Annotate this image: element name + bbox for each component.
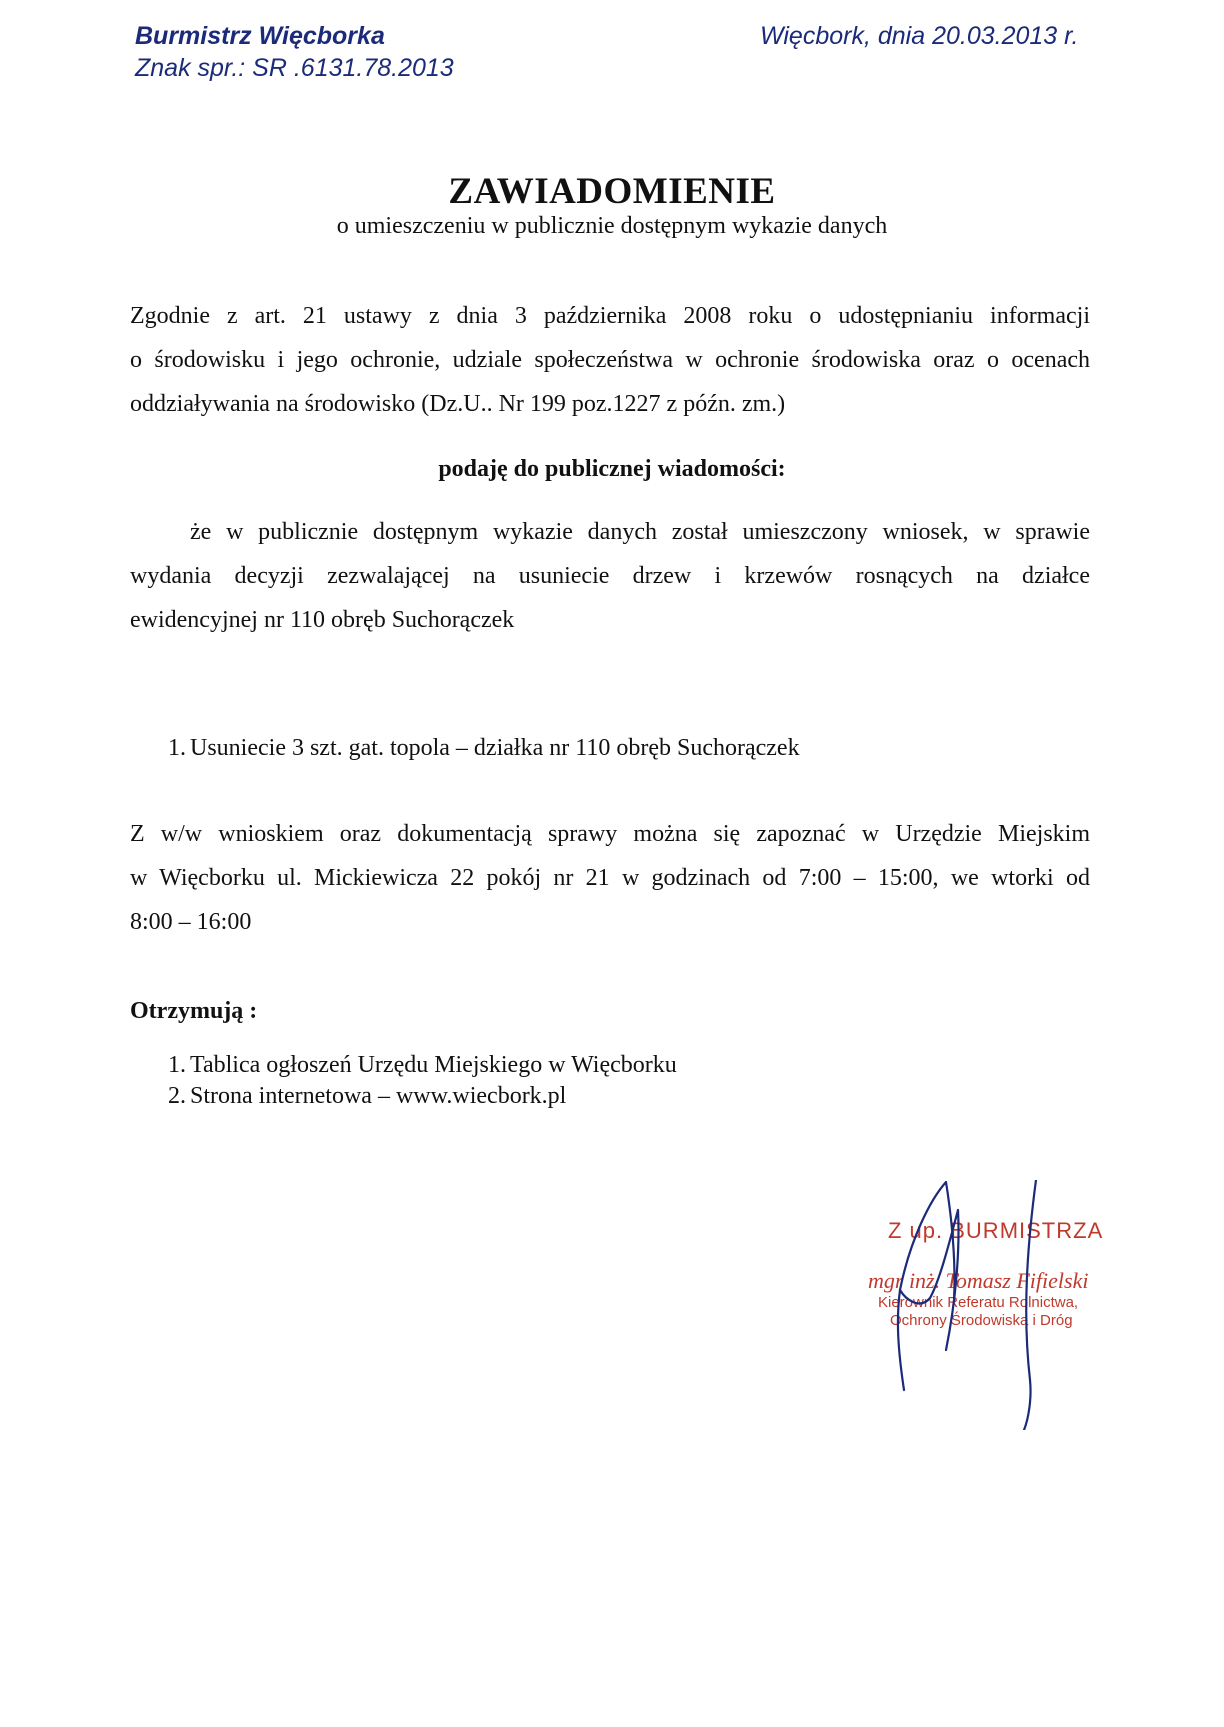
- list-item-text: Usuniecie 3 szt. gat. topola – działka nr 110 obręb Suchorączek: [190, 735, 800, 761]
- list-item-text: Strona internetowa – www.wiecbork.pl: [190, 1083, 567, 1109]
- stamp-heading: Z up. BURMISTRZA: [888, 1218, 1104, 1243]
- reference-number: Znak spr.: SR .6131.78.2013: [135, 54, 454, 82]
- issuer-name: Burmistrz Więcborka: [135, 22, 385, 50]
- office-info-paragraph: [130, 812, 1090, 944]
- document-subtitle: o umieszczeniu w publicznie dostępnym wykazie danych: [336, 213, 888, 239]
- stamp-role-line: Kierownik Referatu Rolnictwa,: [878, 1294, 1079, 1311]
- signature-icon: [860, 1180, 1100, 1430]
- paragraph-line: oddziaływania na środowisko (Dz.U.. Nr 199 poz.1227 z późn. zm.): [130, 391, 786, 417]
- paragraph-line: wydania decyzji zezwalającej na usuniecie drzew i krzewów rosnących na działce: [130, 563, 1090, 589]
- legal-basis-paragraph: [130, 294, 1090, 426]
- list-item: [168, 1083, 566, 1110]
- paragraph-line: Z w/w wnioskiem oraz dokumentacją sprawy można się zapoznać w Urzędzie Miejskim: [130, 821, 1090, 847]
- list-item-number: 1.: [168, 1052, 186, 1078]
- recipients-heading: Otrzymują :: [130, 998, 258, 1024]
- list-item: [168, 735, 800, 762]
- paragraph-line: że w publicznie dostępnym wykazie danych został umieszczony wniosek, w sprawie: [190, 519, 1090, 545]
- stamp-name: mgr inż. Tomasz Fifielski: [868, 1268, 1089, 1293]
- document-title: ZAWIADOMIENIE: [448, 171, 776, 212]
- paragraph-line: Zgodnie z art. 21 ustawy z dnia 3 października 2008 roku o udostępnianiu informacji: [130, 303, 1090, 329]
- list-item-number: 2.: [168, 1083, 186, 1109]
- list-item-number: 1.: [168, 735, 186, 761]
- stamp-role-line: Ochrony Środowiska i Dróg: [890, 1312, 1073, 1329]
- place-date: Więcbork, dnia 20.03.2013 r.: [760, 22, 1079, 50]
- list-item-text: Tablica ogłoszeń Urzędu Miejskiego w Więcborku: [190, 1052, 677, 1078]
- application-paragraph: [130, 510, 1090, 642]
- announcement-heading: podaję do publicznej wiadomości:: [438, 456, 786, 482]
- list-item: [168, 1052, 677, 1079]
- paragraph-line: o środowisku i jego ochronie, udziale społeczeństwa w ochronie środowiska oraz o ocenach: [130, 347, 1090, 373]
- paragraph-line: ewidencyjnej nr 110 obręb Suchorączek: [130, 607, 515, 633]
- paragraph-line: 8:00 – 16:00: [130, 909, 252, 935]
- paragraph-line: w Więcborku ul. Mickiewicza 22 pokój nr 21 w godzinach od 7:00 – 15:00, we wtorki od: [130, 865, 1090, 891]
